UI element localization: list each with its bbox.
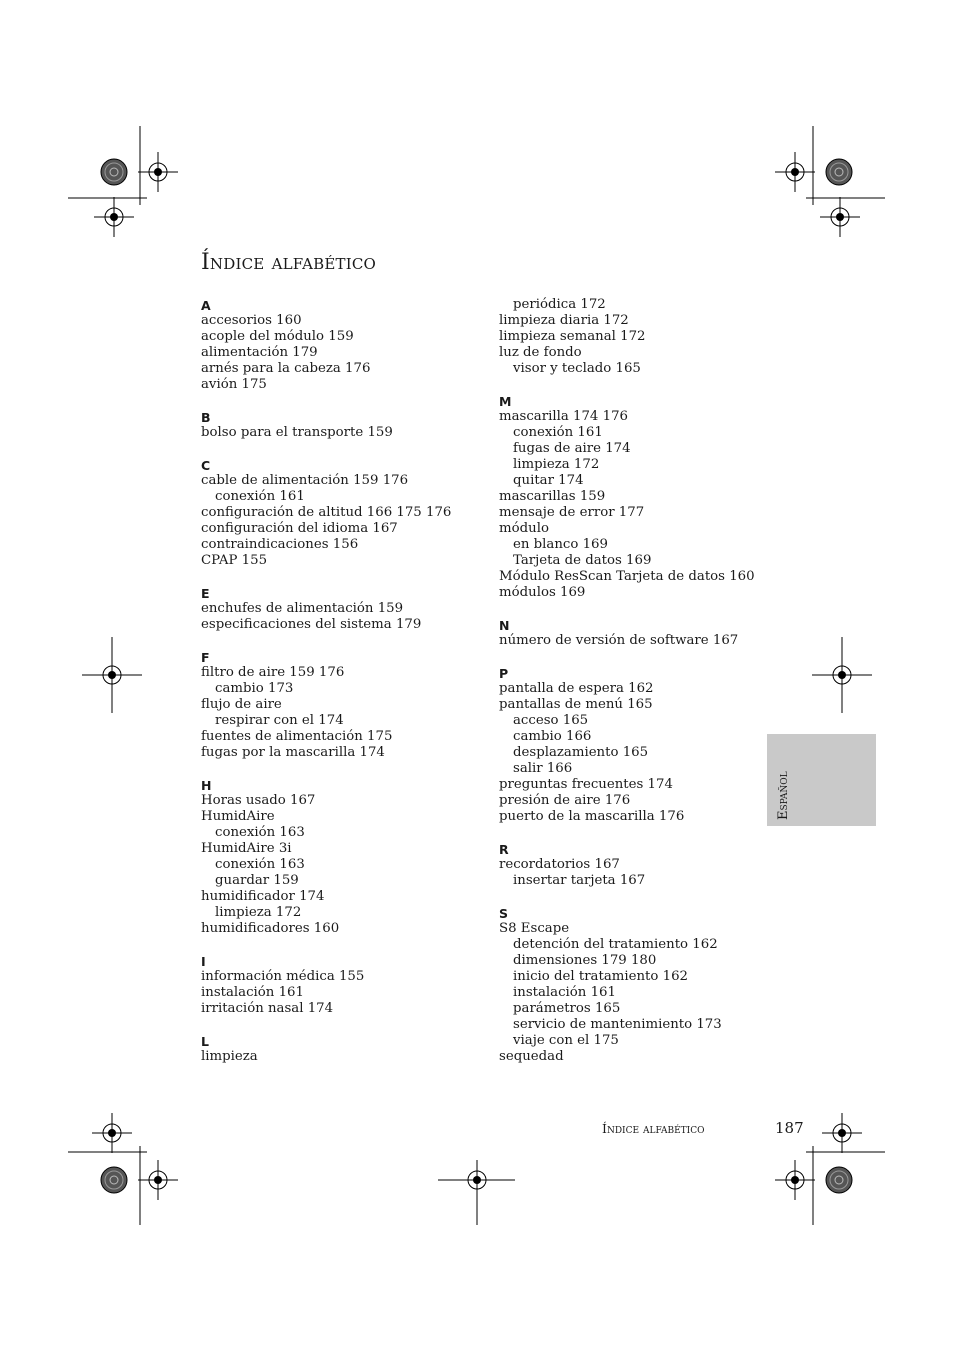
section-letter: M bbox=[499, 394, 512, 409]
index-subentry: instalación 161 bbox=[513, 985, 616, 1000]
index-section bbox=[201, 1033, 451, 1065]
index-entry: Horas usado 167 bbox=[201, 793, 316, 808]
page-title: Índice alfabético bbox=[201, 250, 376, 275]
section-letter: S bbox=[499, 906, 509, 921]
index-subentry: detención del tratamiento 162 bbox=[513, 937, 718, 952]
index-entry: alimentación 179 bbox=[201, 345, 318, 360]
index-subentry: conexión 163 bbox=[215, 857, 305, 872]
index-section bbox=[499, 393, 755, 601]
section-letter: P bbox=[499, 666, 509, 681]
language-tab-label: Español bbox=[776, 771, 791, 820]
section-letter: A bbox=[201, 298, 211, 313]
index-section bbox=[201, 649, 451, 761]
index-subentry: cambio 166 bbox=[513, 729, 592, 744]
index-entry: acople del módulo 159 bbox=[201, 329, 354, 344]
index-subentry: respirar con el 174 bbox=[215, 713, 344, 728]
index-section bbox=[201, 457, 451, 569]
index-entry: limpieza diaria 172 bbox=[499, 313, 629, 328]
index-subentry: insertar tarjeta 167 bbox=[513, 873, 646, 888]
index-entry: configuración del idioma 167 bbox=[201, 521, 398, 536]
index-entry: S8 Escape bbox=[499, 921, 570, 936]
section-letter: E bbox=[201, 586, 210, 601]
index-entry: mascarillas 159 bbox=[499, 489, 606, 504]
index-section bbox=[499, 665, 755, 825]
index-subentry: acceso 165 bbox=[513, 713, 589, 728]
index-entry: módulos 169 bbox=[499, 585, 586, 600]
index-entry: módulo bbox=[499, 521, 549, 536]
index-entry: humidificador 174 bbox=[201, 889, 325, 904]
section-letter: N bbox=[499, 618, 510, 633]
index-entry: luz de fondo bbox=[499, 345, 582, 360]
index-entry: CPAP 155 bbox=[201, 553, 268, 568]
index-subentry: conexión 163 bbox=[215, 825, 305, 840]
index-subentry: inicio del tratamiento 162 bbox=[513, 969, 689, 984]
section-letter: I bbox=[201, 954, 206, 969]
index-entry: fugas por la mascarilla 174 bbox=[201, 745, 385, 760]
index-entry: preguntas frecuentes 174 bbox=[499, 777, 673, 792]
index-subentry: viaje con el 175 bbox=[513, 1033, 619, 1048]
index-subentry: limpieza 172 bbox=[513, 457, 600, 472]
index-entry: presión de aire 176 bbox=[499, 793, 631, 808]
index-entry: sequedad bbox=[499, 1049, 564, 1064]
index-subentry: fugas de aire 174 bbox=[513, 441, 631, 456]
section-letter: B bbox=[201, 410, 211, 425]
index-entry: limpieza bbox=[201, 1049, 258, 1064]
index-entry: contraindicaciones 156 bbox=[201, 537, 359, 552]
index-subentry: desplazamiento 165 bbox=[513, 745, 649, 760]
index-subentry: servicio de mantenimiento 173 bbox=[513, 1017, 722, 1032]
index-subentry: conexión 161 bbox=[215, 489, 305, 504]
index-column-right bbox=[499, 297, 755, 1081]
index-entry: enchufes de alimentación 159 bbox=[201, 601, 404, 616]
index-entry: mensaje de error 177 bbox=[499, 505, 645, 520]
index-subentry: limpieza 172 bbox=[215, 905, 302, 920]
index-entry: HumidAire bbox=[201, 809, 275, 824]
index-entry: flujo de aire bbox=[201, 697, 282, 712]
index-entry: recordatorios 167 bbox=[499, 857, 620, 872]
index-subentry: dimensiones 179 180 bbox=[513, 953, 657, 968]
index-subentry: cambio 173 bbox=[215, 681, 294, 696]
index-entry: avión 175 bbox=[201, 377, 267, 392]
index-entry: pantallas de menú 165 bbox=[499, 697, 653, 712]
section-letter: L bbox=[201, 1034, 209, 1049]
index-entry: configuración de altitud 166 175 176 bbox=[201, 505, 452, 520]
index-section bbox=[201, 297, 451, 393]
index-subentry: quitar 174 bbox=[513, 473, 584, 488]
index-entry: pantalla de espera 162 bbox=[499, 681, 654, 696]
index-entry: HumidAire 3i bbox=[201, 841, 292, 856]
index-subentry: guardar 159 bbox=[215, 873, 299, 888]
index-entry: instalación 161 bbox=[201, 985, 304, 1000]
page-number: 187 bbox=[775, 1119, 804, 1137]
footer-title: Índice alfabético bbox=[602, 1121, 705, 1136]
index-entry: fuentes de alimentación 175 bbox=[201, 729, 393, 744]
index-section bbox=[499, 905, 755, 1065]
index-entry: Módulo ResScan Tarjeta de datos 160 bbox=[499, 569, 755, 584]
index-subentry: en blanco 169 bbox=[513, 537, 608, 552]
index-section bbox=[499, 841, 755, 889]
index-entry: irritación nasal 174 bbox=[201, 1001, 334, 1016]
index-entry: arnés para la cabeza 176 bbox=[201, 361, 371, 376]
index-section bbox=[201, 409, 451, 441]
index-entry: humidificadores 160 bbox=[201, 921, 340, 936]
index-column-left bbox=[201, 297, 451, 1081]
index-entry: cable de alimentación 159 176 bbox=[201, 473, 409, 488]
index-section bbox=[499, 297, 755, 377]
index-entry: número de versión de software 167 bbox=[499, 633, 739, 648]
section-letter: C bbox=[201, 458, 211, 473]
index-section bbox=[201, 953, 451, 1017]
index-entry: información médica 155 bbox=[201, 969, 365, 984]
index-subentry: salir 166 bbox=[513, 761, 573, 776]
index-entry: limpieza semanal 172 bbox=[499, 329, 646, 344]
section-letter: R bbox=[499, 842, 509, 857]
index-entry: filtro de aire 159 176 bbox=[201, 665, 345, 680]
index-section bbox=[499, 617, 755, 649]
index-entry: mascarilla 174 176 bbox=[499, 409, 628, 424]
index-entry: accesorios 160 bbox=[201, 313, 302, 328]
section-letter: F bbox=[201, 650, 210, 665]
index-subentry: Tarjeta de datos 169 bbox=[513, 553, 652, 568]
index-section bbox=[201, 777, 451, 937]
index-subentry: parámetros 165 bbox=[513, 1001, 621, 1016]
index-subentry: visor y teclado 165 bbox=[513, 361, 641, 376]
section-letter: H bbox=[201, 778, 212, 793]
index-subentry: conexión 161 bbox=[513, 425, 603, 440]
index-section bbox=[201, 585, 451, 633]
index-entry: bolso para el transporte 159 bbox=[201, 425, 393, 440]
index-entry: especificaciones del sistema 179 bbox=[201, 617, 422, 632]
index-entry: puerto de la mascarilla 176 bbox=[499, 809, 685, 824]
index-subentry: periódica 172 bbox=[513, 297, 606, 312]
